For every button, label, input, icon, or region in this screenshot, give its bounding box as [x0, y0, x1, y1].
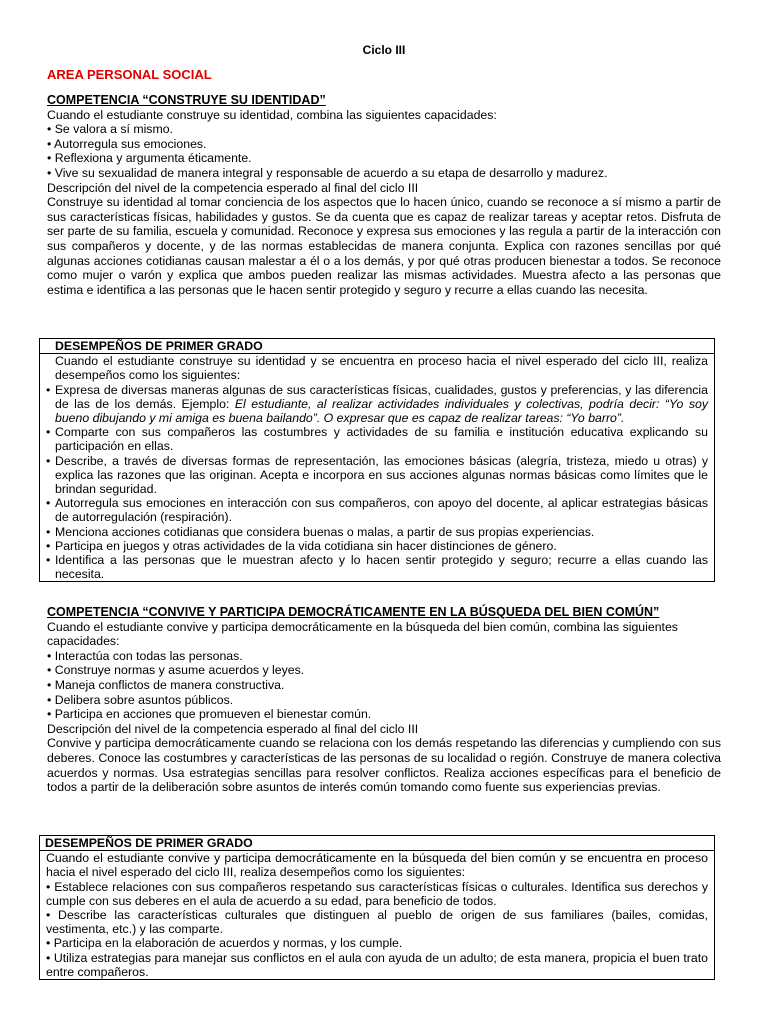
- competency-coexistence-section: [47, 605, 721, 795]
- performance-item: • Participa en la elaboración de acuerdos y normas, y los cumple.: [46, 936, 403, 951]
- performance-item: • Describe, a través de diversas formas de representación, las emociones básicas (alegría, tristeza, miedo u otras) y explica las razones que las originan. Acepta e incorpora en sus acciones algunas normas básicas como límites que le brindan seguridad.: [46, 453, 708, 497]
- description-label: Descripción del nivel de la competencia esperado al final del ciclo III: [47, 721, 419, 736]
- document-title: Ciclo III: [362, 43, 406, 57]
- capacity-item: • Participa en acciones que promueven el bienestar común.: [47, 707, 372, 722]
- performance-item: • Describe las características culturales que distinguen al pueblo de origen de sus familiares (bailes, comidas, vestimenta, etc.) y las comparte.: [46, 908, 708, 937]
- competency-identity-section: [47, 93, 721, 297]
- performance-item: • Autorregula sus emociones en interacción con sus compañeros, con apoyo del docente, al aplicar estrategias básicas de autorregulación (respiración).: [46, 496, 708, 525]
- competency-description: Construye su identidad al tomar conciencia de los aspectos que lo hacen único, cuando se reconoce a sí mismo a partir de sus características físicas, habilidades y gustos. Se da cuenta que es capaz de realizar tareas y aceptar retos. Disfruta de ser parte de su familia, escuela y comunidad. Reconoce y expresa sus emociones y las regula a partir de la interacción con sus compañeros y docente, y de las normas establecidas de manera conjunta. Explica con razones sencillas por qué algunas acciones cotidianas causan malestar a él o a los demás, y por qué otras producen bienestar a todos. Se reconoce como mujer o varón y explica que ambos pueden realizar las mismas actividades. Muestra afecto a las personas que estima e identifica a las personas que le hacen sentir protegido y seguro y recurre a ellas cuando las necesita.: [47, 195, 721, 297]
- capacity-item: • Delibera sobre asuntos públicos.: [47, 692, 234, 707]
- capacity-item: • Autorregula sus emociones.: [47, 136, 207, 151]
- capacity-item: • Se valora a sí mismo.: [47, 122, 173, 137]
- performance-item: • Utiliza estrategias para manejar sus conflictos en el aula con ayuda de un adulto; de esta manera, propicia el buen trato entre compañeros.: [46, 950, 708, 979]
- performance-intro: Cuando el estudiante convive y participa democráticamente en la búsqueda del bien común y se encuentra en proceso hacia el nivel esperado del ciclo III, realiza desempeños como los siguientes:: [46, 851, 708, 880]
- competency-intro: Cuando el estudiante convive y participa democráticamente en la búsqueda del bien común, combina las siguientes capacidades:: [47, 619, 678, 649]
- performance-box-heading: DESEMPEÑOS DE PRIMER GRADO: [40, 836, 714, 851]
- performance-item: • Expresa de diversas maneras algunas de sus características físicas, cualidades, gustos y preferencias, y las diferencia de las de los demás. Ejemplo: El estudiante, al realizar actividades individuales y colectivas, podría decir: “Yo soy bueno dibujando y mi amiga es buena bailando”. O expresar que es capaz de realizar tareas: “Yo barro”.: [46, 382, 709, 426]
- competency-description: Convive y participa democráticamente cuando se relaciona con los demás respetando las diferencias y cumpliendo con sus deberes. Conoce las costumbres y características de las personas de su localidad o región. Construye de manera colectiva acuerdos y normas. Usa estrategias sencillas para resolver conflictos. Realiza acciones específicas para el beneficio de todos a partir de la deliberación sobre asuntos de interés común tomando como fuente sus experiencias previas.: [47, 736, 721, 795]
- capacity-item: • Construye normas y asume acuerdos y leyes.: [47, 663, 305, 678]
- area-heading: AREA PERSONAL SOCIAL: [47, 67, 212, 82]
- competency-heading: COMPETENCIA “CONVIVE Y PARTICIPA DEMOCRÁTICAMENTE EN LA BÚSQUEDA DEL BIEN COMÚN”: [47, 605, 660, 619]
- performance-box-heading: DESEMPEÑOS DE PRIMER GRADO: [40, 339, 714, 354]
- capacity-item: • Interactúa con todas las personas.: [47, 648, 243, 663]
- performance-item-example: El estudiante, al realizar actividades individuales y colectivas, podría decir: “Yo soy bueno dibujando y mi amiga es buena bailando”. O expresar que es capaz de realizar tareas: “Yo barro”.: [55, 396, 709, 426]
- competency-heading: COMPETENCIA “CONSTRUYE SU IDENTIDAD”: [47, 93, 326, 107]
- performance-item-text: Expresa de diversas maneras algunas de sus características físicas, cualidades, gustos y preferencias, y las diferencia de las de los demás. Ejemplo:: [55, 382, 708, 411]
- performance-item: • Identifica a las personas que le muestran afecto y lo hacen sentir protegido y seguro; recurre a ellas cuando las necesita.: [46, 553, 708, 582]
- performance-box-coexistence: [39, 835, 715, 980]
- performance-item: • Comparte con sus compañeros las costumbres y actividades de su familia e institución educativa explicando su participación en ellas.: [46, 425, 708, 454]
- performance-box-identity: [39, 338, 715, 582]
- competency-intro: Cuando el estudiante construye su identidad, combina las siguientes capacidades:: [47, 107, 497, 122]
- performance-item: • Establece relaciones con sus compañeros respetando sus características físicas o culturales. Identifica sus derechos y cumple con sus deberes en el aula de acuerdo a su edad, para beneficio de todos.: [46, 879, 708, 908]
- description-label: Descripción del nivel de la competencia esperado al final del ciclo III: [47, 180, 419, 195]
- performance-item: • Menciona acciones cotidianas que considera buenas o malas, a partir de sus propias experiencias.: [46, 524, 595, 539]
- performance-item: • Participa en juegos y otras actividades de la vida cotidiana sin hacer distinciones de género.: [46, 538, 557, 553]
- capacity-item: • Maneja conflictos de manera constructiva.: [47, 677, 285, 692]
- performance-intro: Cuando el estudiante construye su identidad y se encuentra en proceso hacia el nivel esperado del ciclo III, realiza desempeños como los siguientes:: [55, 354, 708, 383]
- capacity-item: • Reflexiona y argumenta éticamente.: [47, 151, 252, 166]
- capacity-item: • Vive su sexualidad de manera integral y responsable de acuerdo a su etapa de desarrollo y madurez.: [47, 165, 608, 180]
